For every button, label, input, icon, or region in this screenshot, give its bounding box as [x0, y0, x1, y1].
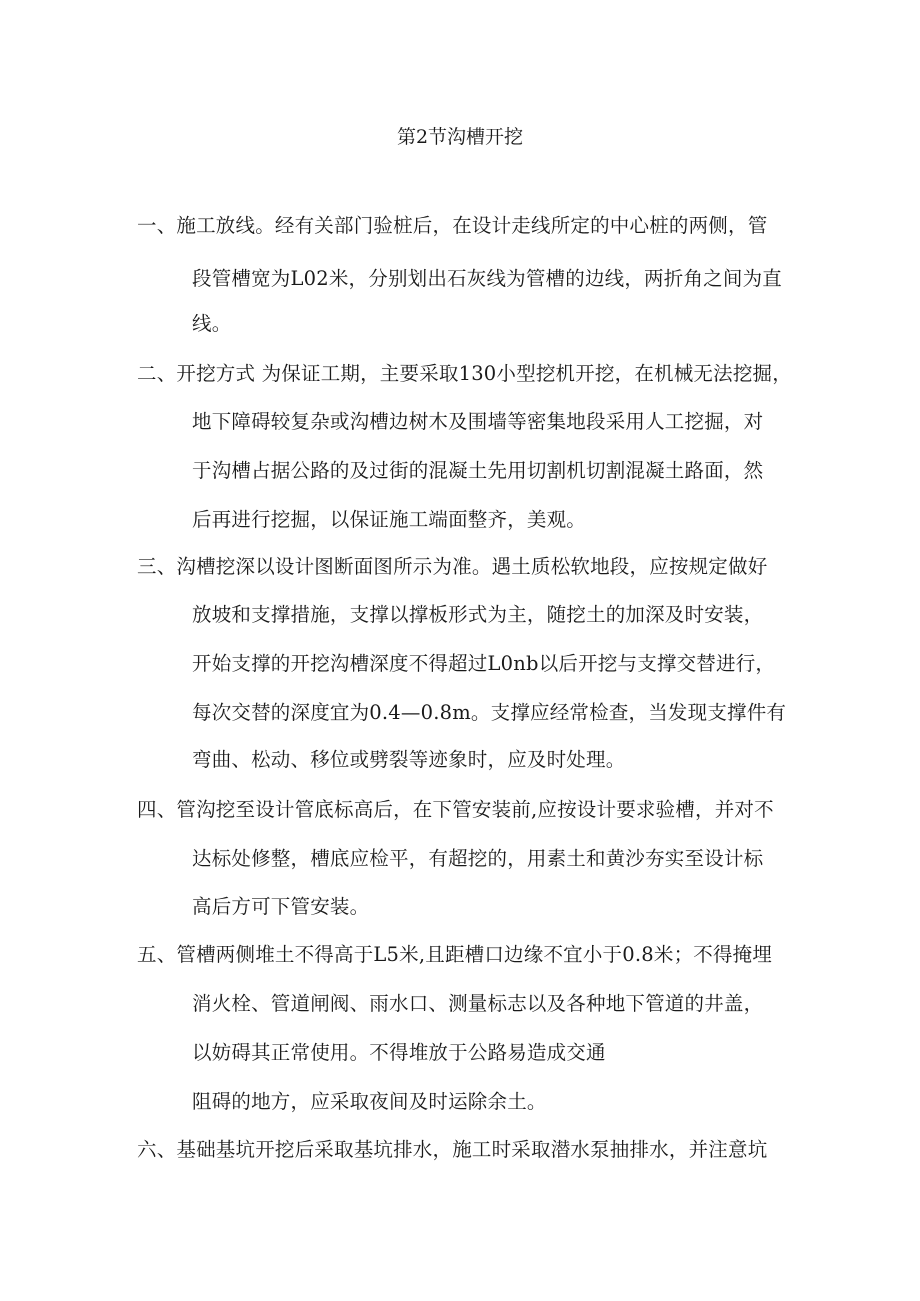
section-5-line-3: 以妨碍其正常使用。不得堆放于公路易造成交通 — [192, 1041, 606, 1064]
section-3-line-5: 弯曲、松动、移位或劈裂等迹象时，应及时处理。 — [192, 748, 626, 771]
section-3-line-4: 每次交替的深度宜为0.4—0.8m。支撑应经常检查，当发现支撑件有 — [192, 701, 787, 724]
section-4-line-1: 四、管沟挖至设计管底标高后，在下管安装前,应按设计要求验槽，并对不 — [137, 798, 774, 821]
section-1-line-2: 段管槽宽为L02米，分别划出石灰线为管槽的边线，两折角之间为直 — [192, 267, 782, 290]
section-3-line-1: 三、沟槽挖深以设计图断面图所示为准。遇土质松软地段，应按规定做好 — [137, 555, 768, 578]
section-3-line-2: 放坡和支撑措施，支撑以撑板形式为主，随挖土的加深及时安装， — [192, 603, 764, 626]
section-6-line-1: 六、基础基坑开挖后采取基坑排水，施工时采取潜水泵抽排水，并注意坑 — [137, 1138, 768, 1161]
section-1-line-1: 一、施工放线。经有关部门验桩后，在设计走线所定的中心桩的两侧，管 — [137, 214, 768, 237]
section-4-line-2: 达标处修整，槽底应检平，有超挖的，用素土和黄沙夯实至设计标 — [192, 847, 764, 870]
section-3-line-3: 开始支撑的开挖沟槽深度不得超过L0nb以后开挖与支撑交替进行， — [192, 652, 776, 675]
section-5-line-4: 阻碍的地方，应采取夜间及时运除余土。 — [192, 1090, 547, 1113]
section-2-line-1: 二、开挖方式 为保证工期，主要采取130小型挖机开挖，在机械无法挖掘， — [137, 362, 792, 385]
page-title: 第2节沟槽开挖 — [396, 126, 524, 148]
section-5-line-2: 消火栓、管道闸阀、雨水口、测量标志以及各种地下管道的井盖， — [192, 992, 764, 1015]
section-1-line-3: 线。 — [192, 312, 232, 335]
section-4-line-3: 高后方可下管安装。 — [192, 895, 370, 918]
section-2-line-2: 地下障碍较复杂或沟槽边树木及围墙等密集地段采用人工挖掘，对 — [192, 410, 764, 433]
section-2-line-4: 后再进行挖掘，以保证施工端面整齐，美观。 — [192, 508, 587, 531]
section-5-line-1: 五、管槽两侧堆土不得高于L5米,且距槽口边缘不宜小于0.8米；不得掩埋 — [137, 943, 773, 966]
section-2-line-3: 于沟槽占据公路的及过街的混凝土先用切割机切割混凝土路面，然 — [192, 459, 764, 482]
